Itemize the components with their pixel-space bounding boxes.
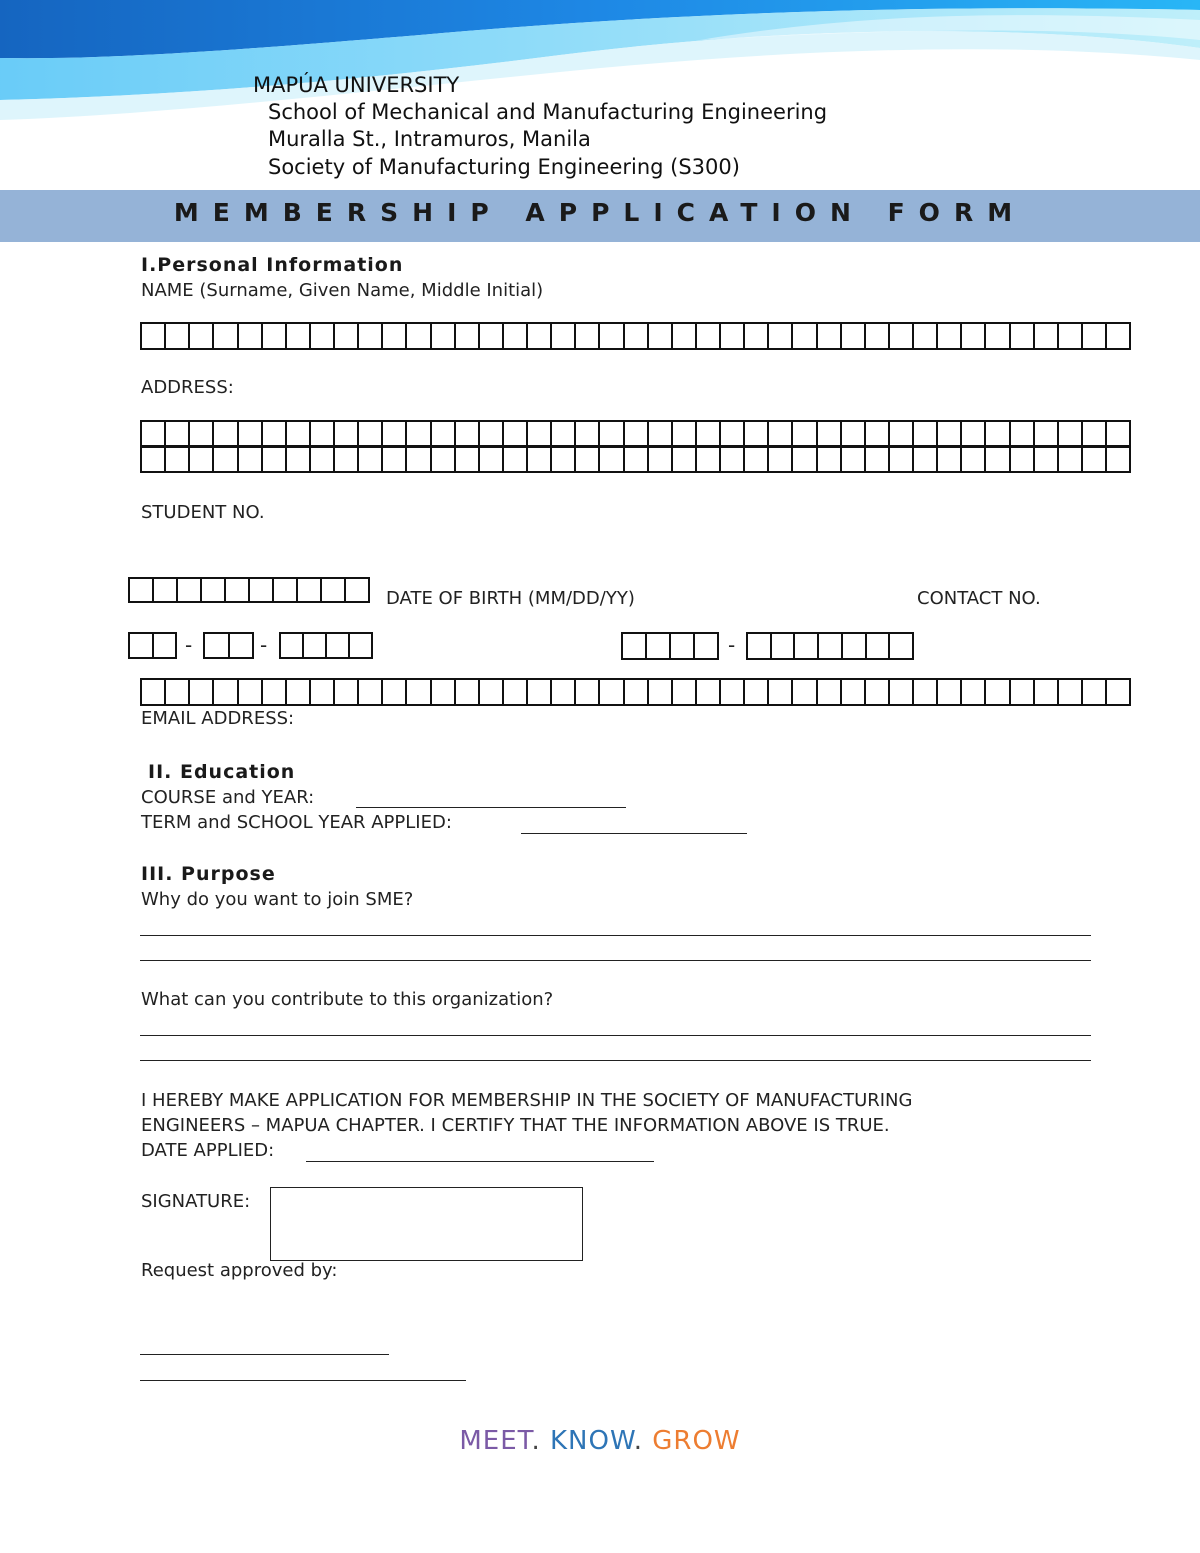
char-box[interactable]	[695, 634, 717, 658]
char-box[interactable]	[866, 324, 890, 348]
char-box[interactable]	[142, 324, 166, 348]
char-box[interactable]	[649, 448, 673, 471]
char-box[interactable]	[1011, 448, 1035, 471]
char-box[interactable]	[456, 448, 480, 471]
char-box[interactable]	[190, 448, 214, 471]
char-box[interactable]	[552, 324, 576, 348]
char-box[interactable]	[274, 579, 298, 601]
char-box[interactable]	[359, 422, 383, 445]
char-box[interactable]	[1083, 324, 1107, 348]
term-label: TERM and SCHOOL YEAR APPLIED:	[141, 812, 452, 833]
approver-name-line[interactable]	[140, 1380, 466, 1381]
char-box[interactable]	[745, 324, 769, 348]
char-box[interactable]	[697, 448, 721, 471]
char-box[interactable]	[456, 680, 480, 704]
char-box[interactable]	[407, 422, 431, 445]
char-box[interactable]	[576, 324, 600, 348]
tagline-dot: .	[633, 1426, 643, 1456]
dob-separator: -	[260, 633, 268, 657]
char-box[interactable]	[504, 680, 528, 704]
char-box[interactable]	[335, 324, 359, 348]
char-box[interactable]	[432, 422, 456, 445]
char-box[interactable]	[576, 422, 600, 445]
char-box[interactable]	[890, 634, 912, 658]
char-box[interactable]	[818, 448, 842, 471]
char-box[interactable]	[1059, 422, 1083, 445]
char-box[interactable]	[335, 680, 359, 704]
answer-line[interactable]	[140, 960, 1091, 961]
char-box[interactable]	[986, 448, 1010, 471]
char-box[interactable]	[383, 680, 407, 704]
char-box[interactable]	[625, 448, 649, 471]
char-box[interactable]	[1011, 680, 1035, 704]
tagline	[0, 1426, 1200, 1456]
char-box[interactable]	[298, 579, 322, 601]
char-box[interactable]	[346, 579, 368, 601]
school-address: Muralla St., Intramuros, Manila	[268, 127, 591, 151]
contact-label: CONTACT NO.	[917, 588, 1041, 609]
char-box[interactable]	[793, 680, 817, 704]
char-box[interactable]	[287, 324, 311, 348]
char-box[interactable]	[528, 324, 552, 348]
university-name: MAPÚA UNIVERSITY	[253, 73, 460, 97]
char-box[interactable]	[600, 448, 624, 471]
char-box[interactable]	[793, 324, 817, 348]
char-box[interactable]	[748, 634, 772, 658]
char-box[interactable]	[745, 422, 769, 445]
tagline-grow: GROW	[652, 1426, 741, 1456]
char-box[interactable]	[190, 422, 214, 445]
char-box[interactable]	[407, 324, 431, 348]
char-box[interactable]	[383, 324, 407, 348]
char-box[interactable]	[649, 324, 673, 348]
char-box[interactable]	[986, 324, 1010, 348]
char-box[interactable]	[311, 448, 335, 471]
char-box[interactable]	[1107, 324, 1129, 348]
answer-line[interactable]	[140, 935, 1091, 936]
term-input-line[interactable]	[521, 833, 747, 834]
education-heading: II. Education	[148, 761, 296, 783]
char-box[interactable]	[842, 324, 866, 348]
char-box[interactable]	[866, 680, 890, 704]
char-box[interactable]	[239, 448, 263, 471]
char-box[interactable]	[769, 422, 793, 445]
char-box[interactable]	[226, 579, 250, 601]
course-label: COURSE and YEAR:	[141, 787, 315, 808]
char-box[interactable]	[130, 579, 154, 601]
char-box[interactable]	[745, 448, 769, 471]
course-input-line[interactable]	[356, 807, 626, 808]
char-box[interactable]	[600, 680, 624, 704]
approver-signature-line[interactable]	[140, 1354, 389, 1355]
char-box[interactable]	[1059, 680, 1083, 704]
date-applied-label: DATE APPLIED:	[141, 1140, 275, 1161]
tagline-know: KNOW	[550, 1426, 634, 1456]
char-box[interactable]	[214, 324, 238, 348]
char-box[interactable]	[239, 324, 263, 348]
char-box[interactable]	[1107, 680, 1129, 704]
char-box[interactable]	[350, 634, 371, 657]
char-box[interactable]	[327, 634, 350, 657]
char-box[interactable]	[281, 634, 304, 657]
char-box[interactable]	[359, 448, 383, 471]
char-box[interactable]	[673, 324, 697, 348]
dob-month-field[interactable]	[128, 632, 177, 659]
char-box[interactable]	[359, 324, 383, 348]
char-box[interactable]	[166, 324, 190, 348]
char-box[interactable]	[795, 634, 819, 658]
contact-number-field[interactable]	[746, 632, 914, 660]
char-box[interactable]	[1011, 324, 1035, 348]
char-box[interactable]	[697, 324, 721, 348]
char-box[interactable]	[456, 422, 480, 445]
char-box[interactable]	[673, 680, 697, 704]
char-box[interactable]	[842, 448, 866, 471]
char-box[interactable]	[142, 422, 166, 445]
char-box[interactable]	[721, 324, 745, 348]
char-box[interactable]	[1107, 422, 1129, 445]
char-box[interactable]	[287, 422, 311, 445]
char-box[interactable]	[552, 448, 576, 471]
char-box[interactable]	[432, 448, 456, 471]
char-box[interactable]	[819, 634, 843, 658]
char-box[interactable]	[938, 422, 962, 445]
char-box[interactable]	[407, 448, 431, 471]
char-box[interactable]	[335, 448, 359, 471]
char-box[interactable]	[914, 448, 938, 471]
email-label: EMAIL ADDRESS:	[141, 708, 295, 729]
char-box[interactable]	[671, 634, 695, 658]
tagline-dot: .	[531, 1426, 541, 1456]
char-box[interactable]	[1083, 422, 1107, 445]
char-box[interactable]	[576, 680, 600, 704]
char-box[interactable]	[504, 448, 528, 471]
declaration-line-2: ENGINEERS – MAPUA CHAPTER. I CERTIFY THAT THE INFORMATION ABOVE IS TRUE.	[141, 1115, 890, 1136]
char-box[interactable]	[673, 448, 697, 471]
char-box[interactable]	[866, 422, 890, 445]
signature-label: SIGNATURE:	[141, 1191, 251, 1212]
char-box[interactable]	[1035, 448, 1059, 471]
char-box[interactable]	[769, 448, 793, 471]
char-box[interactable]	[745, 680, 769, 704]
char-box[interactable]	[214, 448, 238, 471]
char-box[interactable]	[890, 680, 914, 704]
char-box[interactable]	[311, 422, 335, 445]
char-box[interactable]	[818, 422, 842, 445]
char-box[interactable]	[190, 680, 214, 704]
char-box[interactable]	[202, 579, 226, 601]
char-box[interactable]	[205, 634, 230, 657]
char-box[interactable]	[480, 422, 504, 445]
char-box[interactable]	[890, 422, 914, 445]
char-box[interactable]	[528, 448, 552, 471]
char-box[interactable]	[130, 634, 154, 657]
char-box[interactable]	[772, 634, 796, 658]
char-box[interactable]	[263, 680, 287, 704]
char-box[interactable]	[842, 422, 866, 445]
char-box[interactable]	[962, 448, 986, 471]
char-box[interactable]	[1035, 680, 1059, 704]
student-no-label: STUDENT NO.	[141, 502, 265, 523]
char-box[interactable]	[914, 422, 938, 445]
society-name: Society of Manufacturing Engineering (S300)	[268, 155, 740, 179]
char-box[interactable]	[1107, 448, 1129, 471]
char-box[interactable]	[576, 448, 600, 471]
char-box[interactable]	[962, 324, 986, 348]
char-box[interactable]	[721, 448, 745, 471]
char-box[interactable]	[938, 448, 962, 471]
char-box[interactable]	[142, 448, 166, 471]
char-box[interactable]	[154, 634, 176, 657]
char-box[interactable]	[263, 448, 287, 471]
char-box[interactable]	[480, 448, 504, 471]
char-box[interactable]	[432, 324, 456, 348]
char-box[interactable]	[322, 579, 346, 601]
char-box[interactable]	[818, 324, 842, 348]
school-name: School of Mechanical and Manufacturing Engineering	[268, 100, 828, 124]
char-box[interactable]	[178, 579, 202, 601]
personal-info-heading: I.Personal Information	[141, 254, 404, 276]
char-box[interactable]	[142, 680, 166, 704]
dob-separator: -	[185, 633, 193, 657]
char-box[interactable]	[600, 422, 624, 445]
address-field-line-1[interactable]	[140, 420, 1131, 447]
char-box[interactable]	[625, 324, 649, 348]
char-box[interactable]	[843, 634, 867, 658]
char-box[interactable]	[890, 324, 914, 348]
char-box[interactable]	[552, 422, 576, 445]
char-box[interactable]	[1035, 422, 1059, 445]
char-box[interactable]	[359, 680, 383, 704]
char-box[interactable]	[1083, 680, 1107, 704]
char-box[interactable]	[914, 680, 938, 704]
char-box[interactable]	[335, 422, 359, 445]
char-box[interactable]	[962, 422, 986, 445]
char-box[interactable]	[166, 680, 190, 704]
char-box[interactable]	[311, 680, 335, 704]
char-box[interactable]	[239, 680, 263, 704]
char-box[interactable]	[383, 448, 407, 471]
char-box[interactable]	[154, 579, 178, 601]
char-box[interactable]	[230, 634, 253, 657]
char-box[interactable]	[383, 422, 407, 445]
char-box[interactable]	[1011, 422, 1035, 445]
char-box[interactable]	[1059, 324, 1083, 348]
char-box[interactable]	[263, 324, 287, 348]
char-box[interactable]	[1059, 448, 1083, 471]
contact-prefix-field[interactable]	[621, 632, 719, 660]
email-field[interactable]	[140, 678, 1131, 706]
declaration-line-1: I HEREBY MAKE APPLICATION FOR MEMBERSHIP IN THE SOCIETY OF MANUFACTURING	[141, 1090, 913, 1111]
char-box[interactable]	[938, 680, 962, 704]
char-box[interactable]	[407, 680, 431, 704]
char-box[interactable]	[504, 422, 528, 445]
char-box[interactable]	[866, 448, 890, 471]
char-box[interactable]	[214, 680, 238, 704]
char-box[interactable]	[456, 324, 480, 348]
char-box[interactable]	[938, 324, 962, 348]
dob-label: DATE OF BIRTH (MM/DD/YY)	[386, 588, 635, 609]
question-contribute: What can you contribute to this organization?	[141, 989, 554, 1010]
char-box[interactable]	[263, 422, 287, 445]
char-box[interactable]	[721, 680, 745, 704]
char-box[interactable]	[1083, 448, 1107, 471]
date-applied-input-line[interactable]	[306, 1161, 654, 1162]
tagline-meet: MEET	[459, 1426, 532, 1456]
char-box[interactable]	[721, 422, 745, 445]
approved-by-label: Request approved by:	[141, 1260, 338, 1281]
char-box[interactable]	[600, 324, 624, 348]
char-box[interactable]	[673, 422, 697, 445]
char-box[interactable]	[528, 680, 552, 704]
answer-line[interactable]	[140, 1060, 1091, 1061]
char-box[interactable]	[432, 680, 456, 704]
char-box[interactable]	[647, 634, 671, 658]
char-box[interactable]	[287, 680, 311, 704]
char-box[interactable]	[166, 422, 190, 445]
char-box[interactable]	[962, 680, 986, 704]
char-box[interactable]	[890, 448, 914, 471]
form-title: MEMBERSHIP APPLICATION FORM	[173, 198, 1027, 227]
char-box[interactable]	[986, 680, 1010, 704]
char-box[interactable]	[649, 680, 673, 704]
char-box[interactable]	[697, 422, 721, 445]
name-field[interactable]	[140, 322, 1131, 350]
char-box[interactable]	[1035, 324, 1059, 348]
char-box[interactable]	[769, 680, 793, 704]
char-box[interactable]	[287, 448, 311, 471]
char-box[interactable]	[528, 422, 552, 445]
char-box[interactable]	[166, 448, 190, 471]
answer-line[interactable]	[140, 1035, 1091, 1036]
question-why-join: Why do you want to join SME?	[141, 889, 414, 910]
name-label: NAME (Surname, Given Name, Middle Initial)	[141, 280, 544, 301]
char-box[interactable]	[480, 324, 504, 348]
char-box[interactable]	[480, 680, 504, 704]
char-box[interactable]	[842, 680, 866, 704]
char-box[interactable]	[867, 634, 891, 658]
char-box[interactable]	[625, 422, 649, 445]
char-box[interactable]	[190, 324, 214, 348]
char-box[interactable]	[214, 422, 238, 445]
char-box[interactable]	[769, 324, 793, 348]
student-no-field[interactable]	[128, 577, 370, 603]
signature-box[interactable]	[270, 1187, 583, 1261]
dob-day-field[interactable]	[203, 632, 254, 659]
char-box[interactable]	[697, 680, 721, 704]
char-box[interactable]	[649, 422, 673, 445]
char-box[interactable]	[250, 579, 274, 601]
char-box[interactable]	[304, 634, 327, 657]
char-box[interactable]	[311, 324, 335, 348]
char-box[interactable]	[623, 634, 647, 658]
address-label: ADDRESS:	[141, 377, 234, 398]
char-box[interactable]	[914, 324, 938, 348]
char-box[interactable]	[793, 448, 817, 471]
contact-separator: -	[728, 633, 736, 657]
purpose-heading: III. Purpose	[141, 863, 276, 885]
dob-year-field[interactable]	[279, 632, 373, 659]
char-box[interactable]	[504, 324, 528, 348]
char-box[interactable]	[625, 680, 649, 704]
char-box[interactable]	[818, 680, 842, 704]
char-box[interactable]	[239, 422, 263, 445]
char-box[interactable]	[793, 422, 817, 445]
address-field-line-2[interactable]	[140, 446, 1131, 473]
char-box[interactable]	[986, 422, 1010, 445]
char-box[interactable]	[552, 680, 576, 704]
